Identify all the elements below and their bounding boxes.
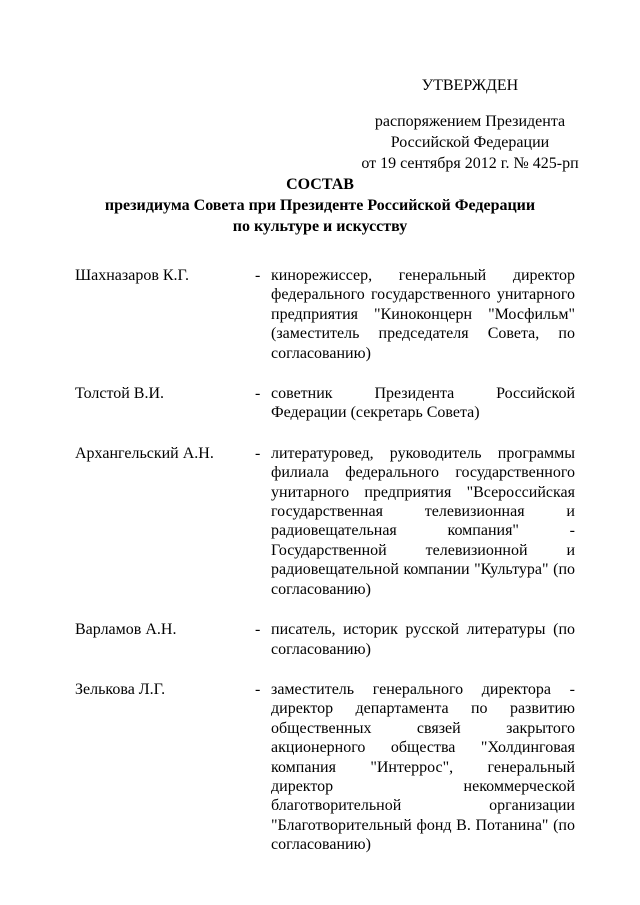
member-row xyxy=(75,444,575,599)
member-separator: - xyxy=(255,680,261,698)
member-separator: - xyxy=(255,267,261,284)
member-name: Шахназаров К.Г. xyxy=(75,267,189,284)
member-role: писатель, историк русской литературы (по согласованию) xyxy=(271,621,575,658)
member-separator: - xyxy=(255,444,261,462)
title-heading: СОСТАВ xyxy=(286,176,354,193)
approval-block xyxy=(340,75,600,174)
approval-line-federation: Российской Федерации xyxy=(390,134,550,151)
member-role: советник Президента Российской Федерации (секретарь Совета) xyxy=(271,385,575,422)
title-line-presidium: президиума Совета при Президенте Российской Федерации xyxy=(104,197,536,214)
member-name: Варламов А.Н. xyxy=(75,621,177,639)
member-name: Архангельский А.Н. xyxy=(75,444,214,462)
member-role: заместитель генерального директора - директор департамента по развитию общественных связей закрытого акционерного общества "Холдинговая компания "Интеррос", генеральный директор некоммерческой благотворительной организации "Благотворительный фонд В. Потанина" (по согласованию) xyxy=(271,680,575,854)
member-separator: - xyxy=(255,621,261,639)
member-row xyxy=(75,266,575,363)
member-name: Толстой В.И. xyxy=(75,385,165,403)
approval-line-date: от 19 сентября 2012 г. № 425-рп xyxy=(361,155,579,172)
approval-line-decree: распоряжением Президента xyxy=(374,113,566,130)
document-title xyxy=(40,174,600,237)
title-line-culture: по культуре и искусству xyxy=(232,218,408,235)
member-row xyxy=(75,680,575,855)
member-name: Зелькова Л.Г. xyxy=(75,680,166,698)
member-role: литературовед, руководитель программы филиала федерального государственного унитарного предприятия "Всероссийская государственная телевизионная и радиовещательная компания" - Государственной телевизионной и радиовещательной компании "Культура" (по согласованию) xyxy=(271,444,575,598)
member-row xyxy=(75,384,575,423)
member-separator: - xyxy=(255,385,261,403)
approval-stamp: УТВЕРЖДЕН xyxy=(421,77,519,94)
members-list xyxy=(75,266,575,876)
member-role: кинорежиссер, генеральный директор федерального государственного унитарного предприятия "Киноконцерн "Мосфильм" (заместитель председателя Совета, по согласованию) xyxy=(271,267,575,362)
member-row xyxy=(75,620,575,659)
